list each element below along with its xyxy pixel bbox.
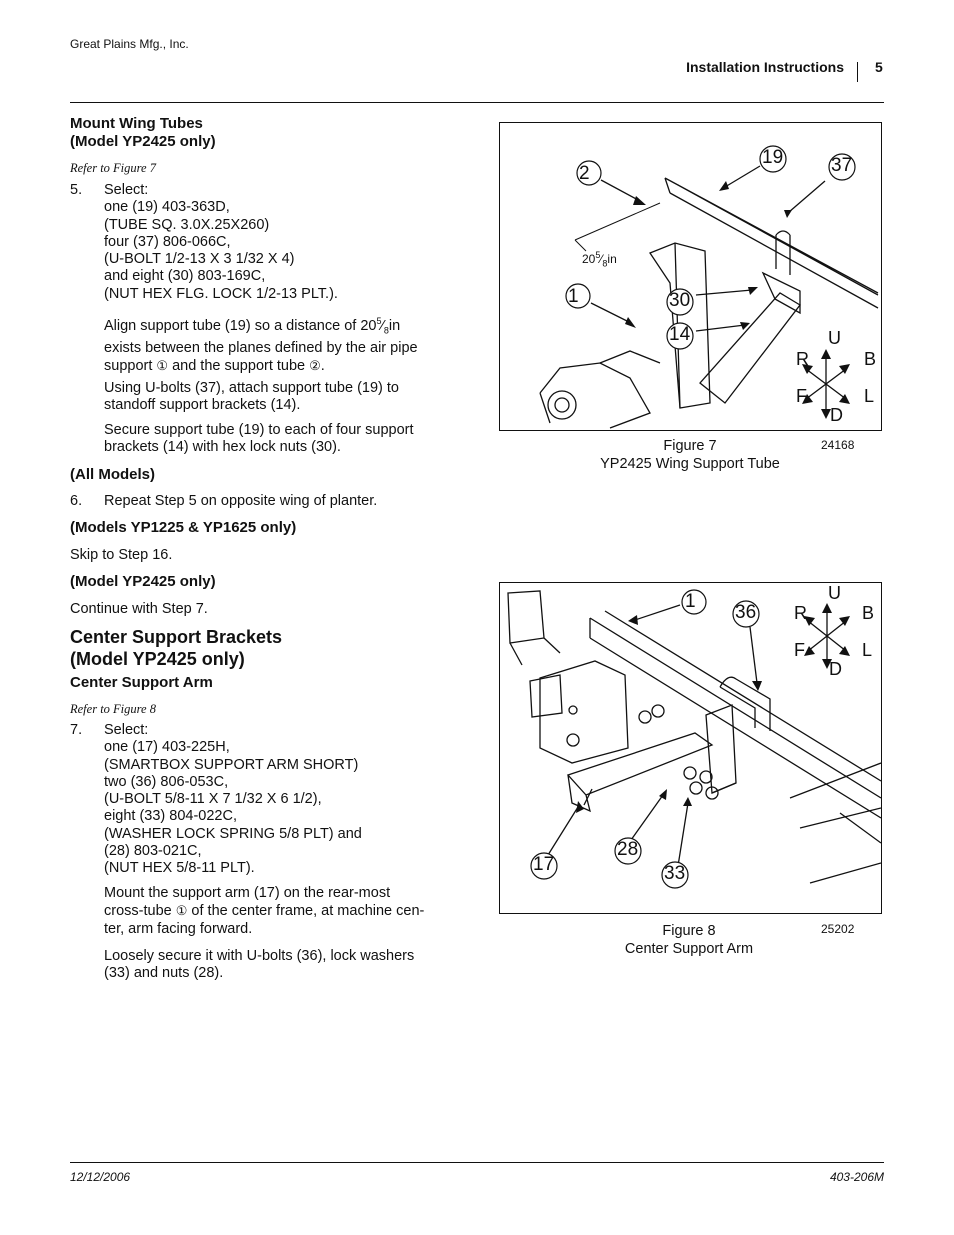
nut [684,767,696,779]
step-7-loose-paragraph [104,948,414,983]
paragraph-line: Using U-bolts (37), attach support tube (19) to [104,380,399,396]
company-name: Great Plains Mfg., Inc. [70,37,189,51]
figure-8-drawing [500,583,881,913]
heading-line: Mount Wing Tubes [70,115,203,132]
paragraph-line: (33) and nuts (28). [104,965,224,982]
list-line: two (36) 806-053C, [104,773,229,790]
list-line: four (37) 806-066C, [104,233,231,250]
list-line: (NUT HEX 5/8-11 PLT). [104,860,255,877]
paragraph-line: standoff support brackets (14). [104,397,301,414]
center-support-brackets-heading [70,626,282,670]
step-5-select-list [104,182,338,303]
compass-lines [808,609,846,663]
page-number: 5 [875,59,883,75]
caption-line: Center Support Arm [624,941,754,957]
step-7-select-list [104,722,362,878]
washer [639,711,651,723]
all-models-heading: (All Models) [70,466,155,483]
washer [652,705,664,717]
pivot-circle [548,391,576,419]
callout-17-label: 17 [533,854,555,875]
list-line: (WASHER LOCK SPRING 5/8 PLT) and [104,825,362,842]
compass-up: U [828,328,841,348]
align-line-3: support ① and the support tube ②. [104,358,325,375]
compass-back: B [864,349,877,369]
figure-7-illustration [499,122,882,431]
list-line: Select: [104,182,149,198]
angled-brace-shape [700,293,800,403]
figure-7-caption [560,437,820,473]
align-line-1: Align support tube (19) so a distance of $20^5⁄_8in$ [104,316,401,336]
compass-left: L [864,386,875,406]
models-1225-1625-heading: (Models YP1225 & YP1625 only) [70,519,297,536]
support-tube-shape [665,178,878,308]
step-6-text: Repeat Step 5 on opposite wing of planter. [104,493,378,509]
heading-line: (Model YP2425 only) [70,133,216,150]
paragraph-line: Secure support tube (19) to each of four support [104,422,414,438]
callout-2-label: 2 [579,163,590,184]
list-line: Select: [104,722,149,738]
list-line: (28) 803-021C, [104,843,202,860]
paragraph-line: brackets (14) with hex lock nuts (30). [104,439,341,456]
figure-8-caption [560,922,818,958]
callout-36-label: 36 [735,602,757,623]
callout-14-label: 14 [669,324,691,345]
step-7-mount-paragraph [104,885,464,938]
caption-line: Figure 7 [663,438,717,454]
paragraph-line: cross-tube ① of the center frame, at machine cen- [104,903,425,920]
step-5-number: 5. [70,182,83,198]
skip-text: Skip to Step 16. [70,547,173,563]
header-divider [857,62,858,82]
step-5-secure-paragraph [104,422,414,457]
callout-1-label: 1 [568,286,579,307]
step-6-number: 6. [70,493,83,509]
refer-figure-7: Refer to Figure 7 [70,161,156,175]
paragraph-line: ter, arm facing forward. [104,920,253,937]
heading-line: (Model YP2425 only) [70,649,245,669]
compass-rear: R [796,349,809,369]
nut [690,782,702,794]
caption-line: Figure 8 [662,923,716,939]
compass-back: B [862,603,875,623]
continue-text: Continue with Step 7. [70,601,208,617]
mount-wing-tubes-heading [70,115,216,151]
footer-document-number: 403-206M [829,1170,884,1184]
mount-plate-shape [706,705,736,793]
figure-8-illustration [499,582,882,914]
paragraph-line: Loosely secure it with U-bolts (36), lock washers [104,948,415,964]
paragraph-line: Mount the support arm (17) on the rear-most [104,885,391,901]
callout-37-label: 37 [831,155,853,176]
callout-28-label: 28 [617,839,639,860]
list-line: (TUBE SQ. 3.0X.25X260) [104,216,270,233]
refer-figure-8: Refer to Figure 8 [70,702,156,716]
caption-line: YP2425 Wing Support Tube [600,456,780,472]
list-line: (U-BOLT 1/2-13 X 3 1/32 X 4) [104,251,295,268]
compass-down: D [830,405,843,425]
step-7-number: 7. [70,722,83,738]
figure-8-number: 25202 [821,922,855,936]
left-frame-shape [508,591,560,665]
callout-19-label: 19 [762,147,784,168]
compass-rear: R [794,603,807,623]
figure-7-drawing [500,123,881,430]
step-5-ubolt-paragraph [104,380,399,415]
list-line: (U-BOLT 5/8-11 X 7 1/32 X 6 1/2), [104,791,322,808]
support-arm-shape [568,733,712,811]
list-line: and eight (30) 803-169C, [104,268,266,285]
right-frame-shape [790,763,881,883]
callout-33-label: 33 [664,863,686,884]
compass-up: U [828,583,841,603]
compass-front: F [796,386,807,406]
dimension-label: $20^5⁄_8in$ [582,250,617,269]
center-support-arm-heading: Center Support Arm [70,674,213,691]
list-line: (SMARTBOX SUPPORT ARM SHORT) [104,756,359,773]
footer-date: 12/12/2006 [70,1170,131,1184]
section-title: Installation Instructions [686,59,844,75]
align-line-2: exists between the planes defined by the air pipe [104,340,418,357]
callout-30-label: 30 [669,290,691,311]
step-5-align-paragraph [104,313,464,376]
heading-line: Center Support Brackets [70,627,283,647]
model-2425-heading: (Model YP2425 only) [70,573,216,590]
list-line: one (19) 403-363D, [104,199,230,216]
list-line: one (17) 403-225H, [104,739,230,756]
list-line: eight (33) 804-022C, [104,808,237,825]
callout-1-label: 1 [685,591,696,612]
compass-down: D [829,659,842,679]
cross-tube-shape [590,611,881,818]
list-line: (NUT HEX FLG. LOCK 1/2-13 PLT.). [104,285,338,302]
footer-rule [70,1162,884,1163]
header-rule [70,102,884,103]
figure-7-number: 24168 [821,438,855,452]
compass-left: L [862,640,873,660]
compass-front: F [794,640,805,660]
standoff-bracket-shape [763,273,800,313]
